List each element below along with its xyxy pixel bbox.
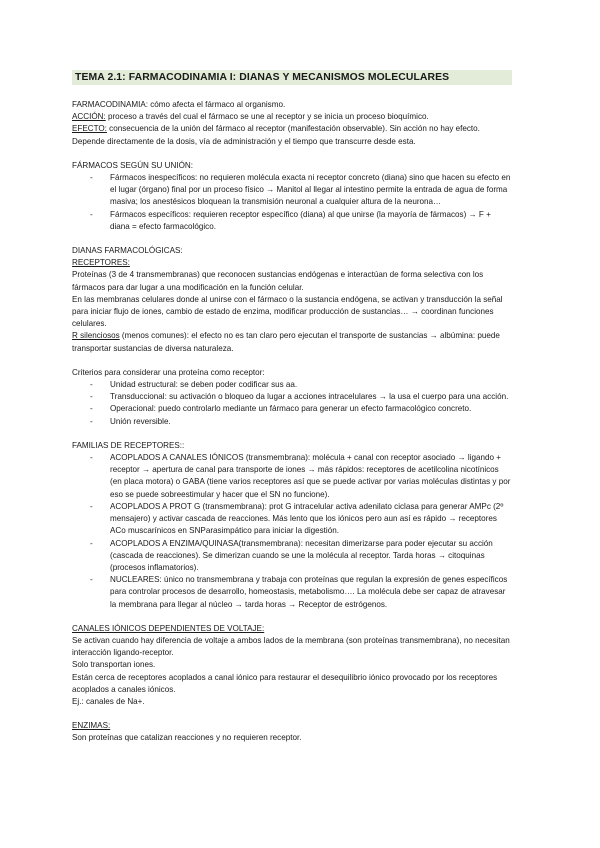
list-item: - ACOPLADOS A ENZIMA/QUINASA(transmembrana): necesitan dimerizarse para poder ejecutar su acción (cascada de reacciones). Se dimerizan cuando se une la molécula al receptor. Tarda horas → citoquinas (procesos inflamatorios). (72, 538, 512, 575)
paragraph: Están cerca de receptores acoplados a canal iónico para restaurar el desequilibrio iónico provocado por los receptores acoplados a canales iónicos. (72, 672, 498, 694)
farmacos-section (72, 160, 512, 233)
list-item: - Fármacos inespecíficos: no requieren molécula exacta ni receptor concreto (diana) sino que hacen su efecto en el lugar (órgano) final por un proceso físico → Manitol al llegar al intestino permite la entrada de agua de forma masiva; los anestésicos bloquean la transmisión neuronal a cualquier altura de la neurona… (72, 172, 512, 209)
criterios-list (72, 379, 512, 428)
paragraph: Solo transportan iones. (72, 660, 156, 670)
section-heading: Criterios para considerar una proteína como receptor: (72, 367, 265, 377)
receptores-heading: RECEPTORES: (72, 258, 130, 268)
section-heading: FAMILIAS DE RECEPTORES:: (72, 440, 185, 450)
definition-efecto: EFECTO: consecuencia de la unión del fármaco al receptor (manifestación observable). Sin acción no hay efecto. Depende directamente de la dosis, vía de administración y el tiempo que transcurre desde esta. (72, 124, 480, 146)
definition-farmacodinamia: FARMACODINAMIA: cómo afecta el fármaco al organismo. (72, 100, 286, 109)
paragraph: Se activan cuando hay diferencia de voltaje a ambos lados de la membrana (son proteínas transmembrana), no necesitan interacción ligando-receptor. (72, 635, 510, 658)
section-heading: ENZIMAS: (72, 721, 111, 731)
criterios-section (72, 367, 512, 428)
document-title: TEMA 2.1: FARMACODINAMIA I: DIANAS Y MECANISMOS MOLECULARES (72, 70, 512, 85)
efecto-label: EFECTO: (72, 124, 107, 134)
paragraph: Son proteínas que catalizan reacciones y no requieren receptor. (72, 733, 302, 743)
section-heading: CANALES IÓNICOS DEPENDIENTES DE VOLTAJE: (72, 623, 265, 633)
document-page (72, 70, 512, 745)
list-item: - Transduccional: su activación o bloqueo da lugar a acciones intracelulares → la usa el cuerpo para una acción. (72, 391, 512, 403)
list-item: - Unión reversible. (72, 416, 512, 428)
list-item: - ACOPLADOS A CANALES IÓNICOS (transmembrana): molécula + canal con receptor asociado → ligando + receptor → apertura de canal para transporte de iones → más rápidos: receptores de acetilcolina nicotínicos (en placa motora) o GABA (tiene varios receptores así que se puede activar por varias moléculas distintas y por eso se puede sobreestimular y hacer que el SN no funcione). (72, 452, 512, 501)
list-item: - Operacional: puedo controlarlo mediante un fármaco para generar un efecto farmacológico concreto. (72, 403, 512, 415)
section-heading: FÁRMACOS SEGÚN SU UNIÓN: (72, 160, 193, 170)
familias-section (72, 440, 512, 611)
canales-section (72, 623, 512, 708)
paragraph: R silenciosos (menos comunes): el efecto no es tan claro pero ejecutan el transporte de sustancias → albúmina: puede transportar sustancias de diversa naturaleza. (72, 331, 500, 353)
list-item: - Unidad estructural: se deben poder codificar sus aa. (72, 379, 512, 391)
list-item: - Fármacos específicos: requieren receptor específico (diana) al que unirse (la mayoría de fármacos) → F + diana = efecto farmacológico. (72, 209, 512, 233)
list-item: - ACOPLADOS A PROT G (transmembrana): prot G intracelular activa adenilato ciclasa para generar AMPc (2º mensajero) y activar cascada de reacciones. Más lento que los iónicos pero aun así es rápido → receptores ACo muscarínicos en SNParasimpático para iniciar la digestión. (72, 501, 512, 538)
intro-section (72, 99, 512, 148)
paragraph: En las membranas celulares donde al unirse con el fármaco o la sustancia endógena, se activan y transducción la señal para iniciar flujo de iones, cambio de estado de enzima, modificar producción de sustancias… → coordinan funciones celulares. (72, 294, 503, 329)
definition-accion: ACCIÓN: proceso a través del cual el fármaco se une al receptor y se inicia un proceso bioquímico. (72, 112, 429, 122)
section-heading: DIANAS FARMACOLÓGICAS: (72, 246, 183, 256)
paragraph: Proteínas (3 de 4 transmembranas) que reconocen sustancias endógenas e interactúan de forma selectiva con los fármacos para dar lugar a una modificación en la función celular. (72, 270, 484, 292)
list-item: - NUCLEARES: único no transmembrana y trabaja con proteínas que regulan la expresión de genes específicos para controlar procesos de desarrollo, homeostasis, metabolismo…. La molécula debe ser capaz de atravesar la membrana para llegar al núcleo → tarda horas → Receptor de estrógenos. (72, 574, 512, 611)
accion-label: ACCIÓN: (72, 112, 106, 122)
dianas-section (72, 245, 512, 355)
paragraph: Ej.: canales de Na+. (72, 696, 145, 706)
farmacos-list (72, 172, 512, 233)
familias-list (72, 452, 512, 611)
enzimas-section (72, 720, 512, 744)
silenciosos-label: R silenciosos (72, 331, 120, 341)
